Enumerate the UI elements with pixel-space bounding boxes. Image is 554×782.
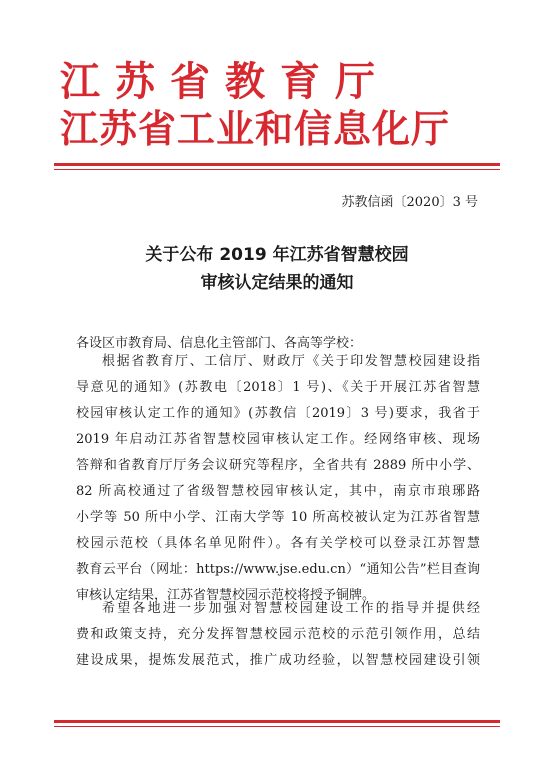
document-number: 苏教信函〔2020〕3 号 [341,195,478,210]
header-red-rule-thin [54,169,500,170]
paragraph-line: 希望各地进一步加强对智慧校园建设工作的指导并提供经 [102,601,480,616]
issuer-header-industry: 江苏省工业和信息化厅 [60,107,451,151]
footer-red-rule-thick [54,720,500,723]
paragraph-line: 根据省教育厅、工信厅、财政厅《关于印发智慧校园建设指 [102,354,480,369]
paragraph-line: 2019 年启动江苏省智慧校园审核认定工作。经网络审核、现场 [76,432,480,447]
notice-title-line-2: 审核认定结果的通知 [200,273,354,293]
paragraph-line: 审核认定结果，江苏省智慧校园示范校将授予铜牌。 [76,588,376,603]
paragraph-line: 导意见的通知》(苏教电〔2018〕1 号)、《关于开展江苏省智慧 [76,380,480,395]
issuer-header-education: 江苏省教育厅 [60,59,390,105]
paragraph-line: 教育云平台（网址：https://www.jse.edu.cn）“通知公告”栏目查询 [76,562,480,577]
paragraph-line: 校园审核认定工作的通知》(苏教信〔2019〕3 号)要求，我省于 [76,406,480,421]
salutation: 各设区市教育局、信息化主管部门、各高等学校： [76,336,363,351]
paragraph-line: 建设成果，提炼发展范式，推广成功经验，以智慧校园建设引领 [76,653,480,668]
header-red-rule-thick [54,163,500,166]
paragraph-line: 82 所高校通过了省级智慧校园审核认定，其中，南京市琅琊路 [76,484,480,499]
footer-red-rule-thin [54,726,500,727]
body-paragraph-2 [76,596,480,674]
body-paragraph-1 [76,349,480,609]
paragraph-line: 小学等 50 所中小学、江南大学等 10 所高校被认定为江苏省智慧 [76,510,480,525]
paragraph-line: 校园示范校（具体名单见附件）。各有关学校可以登录江苏智慧 [76,536,480,551]
notice-title-line-1: 关于公布 2019 年江苏省智慧校园 [145,245,409,265]
paragraph-line: 答辩和省教育厅厅务会议研究等程序，全省共有 2889 所中小学、 [76,458,480,473]
paragraph-line: 费和政策支持，充分发挥智慧校园示范校的示范引领作用，总结 [76,627,480,642]
